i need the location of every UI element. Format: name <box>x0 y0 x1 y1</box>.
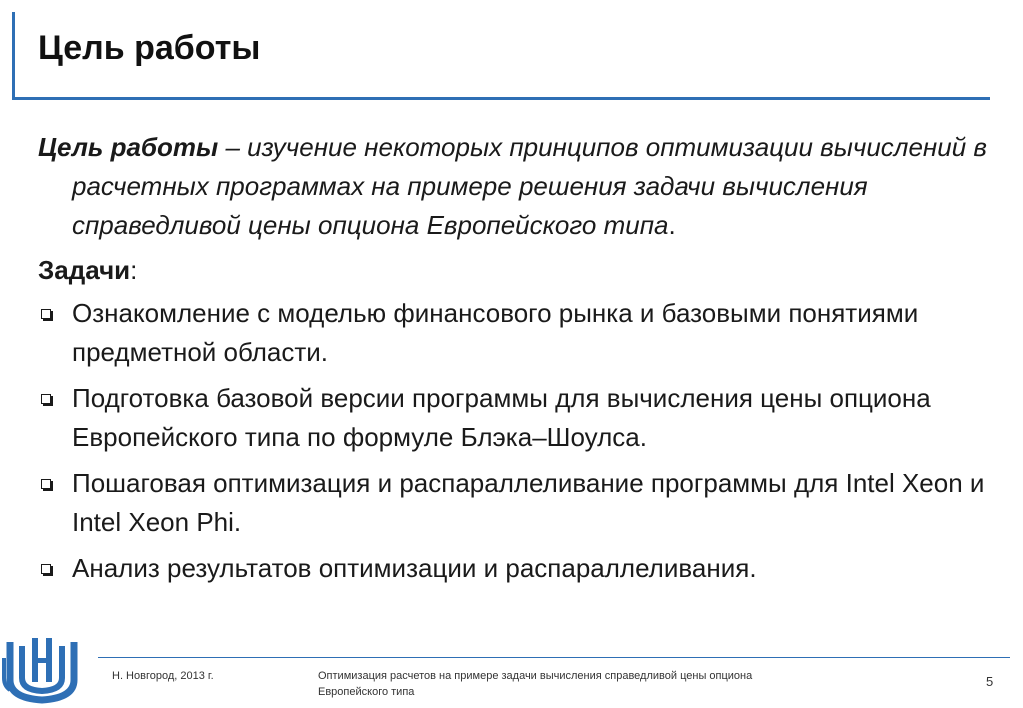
unn-logo-icon <box>2 628 82 704</box>
task-item-text: Ознакомление с моделью финансового рынка и базовыми понятиями предметной области. <box>72 298 919 367</box>
title-accent-vertical-bar <box>12 12 15 100</box>
task-list <box>38 294 998 588</box>
tasks-heading <box>38 251 998 290</box>
slide-title: Цель работы <box>38 29 261 67</box>
footer-location-year: Н. Новгород, 2013 г. <box>112 670 214 682</box>
goal-term: Цель работы <box>38 132 219 162</box>
title-underline <box>12 97 990 100</box>
footer-divider <box>98 657 1010 658</box>
goal-paragraph <box>38 128 998 245</box>
task-item <box>38 549 998 588</box>
square-bullet-icon <box>41 394 51 404</box>
task-item <box>38 379 998 457</box>
tasks-heading-term: Задачи <box>38 255 131 285</box>
square-bullet-icon <box>41 564 51 574</box>
tasks-heading-suffix: : <box>130 255 138 285</box>
goal-text: – изучение некоторых принципов оптимизации вычислений в расчетных программах на примере решения задачи вычисления справедливой цены опциона Европейского типа <box>72 132 987 240</box>
task-item-text: Анализ результатов оптимизации и распараллеливания. <box>72 553 757 583</box>
goal-end: . <box>668 210 676 240</box>
footer-course-title: Оптимизация расчетов на примере задачи вычисления справедливой цены опциона Европейского типа <box>318 670 753 698</box>
slide-body <box>38 128 998 595</box>
task-item-text: Пошаговая оптимизация и распараллеливание программы для Intel Xeon и Intel Xeon Phi. <box>72 468 985 537</box>
task-item <box>38 294 998 372</box>
page-number: 5 <box>986 674 994 689</box>
task-item-text: Подготовка базовой версии программы для вычисления цены опциона Европейского типа по формуле Блэка–Шоулса. <box>72 383 931 452</box>
task-item <box>38 464 998 542</box>
square-bullet-icon <box>41 309 51 319</box>
square-bullet-icon <box>41 479 51 489</box>
